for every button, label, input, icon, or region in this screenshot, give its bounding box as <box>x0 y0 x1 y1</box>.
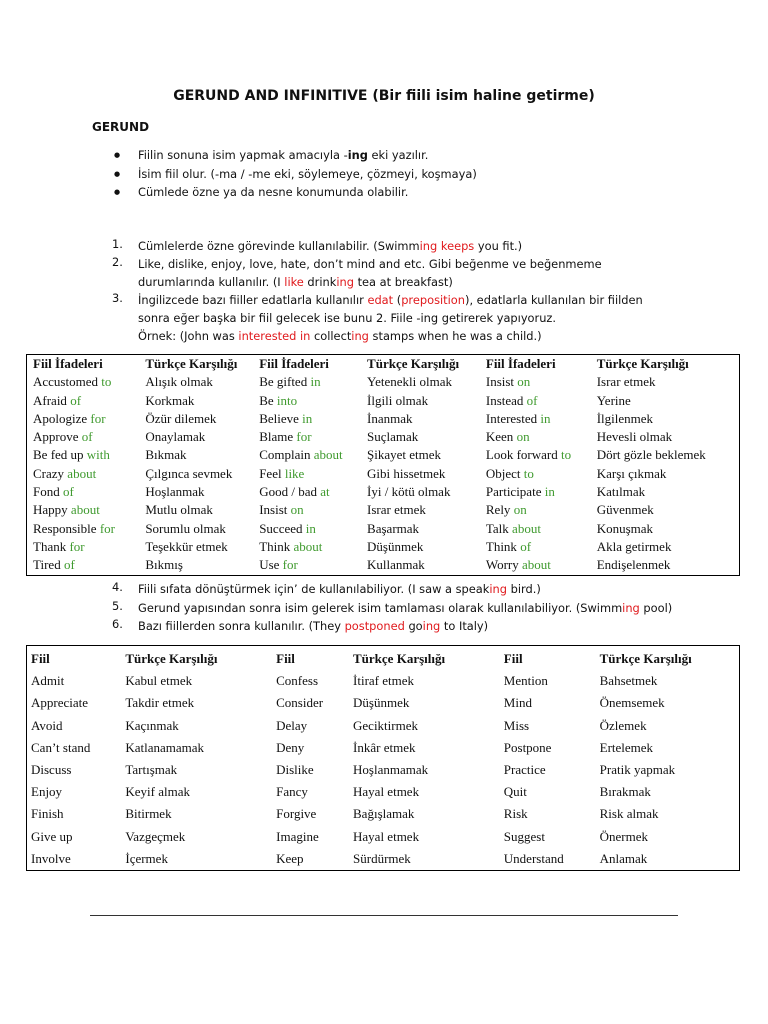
column-header: Fiil <box>503 651 523 666</box>
text-run: ( <box>393 293 402 307</box>
text-run: ), edatlarla kullanılan bir fiilden <box>465 293 643 307</box>
translation-cell: Özlemek <box>599 717 647 733</box>
verb-phrase-cell <box>253 373 361 391</box>
translation-cell: Şikayet etmek <box>367 447 442 463</box>
highlighted-text: edat <box>367 293 394 307</box>
table-row <box>27 446 740 464</box>
verb-cell: Quit <box>503 784 527 800</box>
preposition: about <box>313 447 343 463</box>
translation-cell: Kullanmak <box>367 557 425 573</box>
verb-phrase-cell <box>27 538 140 556</box>
item-text <box>138 255 602 291</box>
table-row <box>27 848 740 871</box>
translation-cell: Bağışlamak <box>353 806 415 822</box>
verb-phrase-cell <box>253 556 361 575</box>
table-row <box>27 692 740 714</box>
preposition: of <box>520 538 532 554</box>
translation-cell: Gibi hissetmek <box>367 465 446 481</box>
translation-cell: Bırakmak <box>599 784 651 800</box>
item-text <box>138 580 541 598</box>
verb-cell: Confess <box>276 673 319 689</box>
item-line <box>138 237 522 255</box>
verb: Succeed <box>259 520 306 536</box>
text-run: durumlarında kullanılır. (I <box>138 275 285 289</box>
table-row <box>27 501 740 519</box>
table-row <box>27 483 740 501</box>
verb: Rely <box>485 502 514 518</box>
translation-cell: Karşı çıkmak <box>596 465 667 481</box>
text-run: ing <box>347 148 368 162</box>
item-line <box>138 273 602 291</box>
table-header-row <box>27 646 740 671</box>
column-header: Fiil İfadeleri <box>33 356 103 371</box>
translation-cell: Çılgınca sevmek <box>145 465 233 481</box>
verb-cell: Fancy <box>276 784 308 800</box>
verb-cell: Delay <box>276 717 308 733</box>
text-run: go <box>404 619 423 633</box>
preposition: about <box>512 520 541 536</box>
table-header-row <box>27 355 740 374</box>
translation-cell: Katılmak <box>596 484 646 500</box>
translation-cell: Konuşmak <box>596 520 654 536</box>
table-row <box>27 465 740 483</box>
verb: Responsible <box>33 520 100 536</box>
text-run: you fit.) <box>474 239 523 253</box>
verb-cell: Risk <box>503 806 528 822</box>
item-line <box>138 309 643 327</box>
preposition: for <box>69 538 85 554</box>
translation-cell: Onaylamak <box>145 429 206 445</box>
column-header: Fiil İfadeleri <box>485 356 556 371</box>
translation-cell: Anlamak <box>596 848 740 871</box>
verb-cell: Suggest <box>503 828 545 844</box>
verb: Talk <box>485 520 513 536</box>
preposition: to <box>101 374 112 390</box>
verb: Think <box>485 538 521 554</box>
item-line <box>138 580 541 598</box>
text-run: to Italy) <box>440 619 489 633</box>
item-line <box>138 291 643 309</box>
verb: Feel <box>259 465 285 481</box>
translation-cell: Düşünmek <box>367 538 424 554</box>
item-number: 6. <box>112 617 123 631</box>
verb-phrase-cell <box>480 501 591 519</box>
text-run: collect <box>310 329 352 343</box>
preposition: in <box>544 484 555 500</box>
translation-cell: Hevesli olmak <box>596 429 673 445</box>
verb: Insist <box>485 374 518 390</box>
preposition: with <box>86 447 110 463</box>
preposition: for <box>296 429 312 445</box>
verb-cell: Involve <box>27 848 122 871</box>
verb-phrase-cell <box>253 520 361 538</box>
table-row <box>27 737 740 759</box>
preposition: into <box>276 392 298 408</box>
verb: Complain <box>259 447 314 463</box>
translation-cell: Keyif almak <box>125 784 190 800</box>
column-header: Türkçe Karşılığı <box>353 651 446 666</box>
verb: Look forward <box>485 447 561 463</box>
item-text <box>138 237 522 255</box>
verb-phrase-cell <box>27 501 140 519</box>
translation-cell: İlgilenmek <box>596 410 654 426</box>
preposition: at <box>320 484 330 500</box>
verb-phrase-cell <box>253 446 361 464</box>
column-header: Türkçe Karşılığı <box>145 356 238 371</box>
item-number: 1. <box>112 237 123 251</box>
preposition: on <box>290 502 304 518</box>
verb-phrase-cell <box>27 520 140 538</box>
column-header: Fiil <box>276 651 295 666</box>
text-run: drink <box>303 275 337 289</box>
verb-phrase-cell <box>27 428 140 446</box>
preposition: for <box>282 557 298 573</box>
verb: Fond <box>33 484 63 500</box>
translation-cell: Düşünmek <box>353 695 410 711</box>
preposition: about <box>522 557 551 573</box>
text-run: Like, dislike, enjoy, love, hate, don’t mind and etc. Gibi beğenme ve beğenmeme <box>138 257 602 271</box>
verb-cell: Keep <box>272 848 349 871</box>
translation-cell: Yerine <box>596 392 631 408</box>
preposition: on <box>513 502 527 518</box>
translation-cell: Güvenmek <box>596 502 654 518</box>
translation-cell: Özür dilemek <box>145 410 217 426</box>
text-run: İngilizcede bazı fiiller edatlarla kullanılır <box>138 293 368 307</box>
verb: Instead <box>485 392 527 408</box>
verb-cell: Dislike <box>276 762 314 778</box>
item-line <box>138 255 602 273</box>
verb-cell: Deny <box>276 739 305 755</box>
verb-phrase-cell <box>480 483 591 501</box>
verb-phrase-cell <box>27 465 140 483</box>
verb-cell: Forgive <box>276 806 317 822</box>
verb-phrase-cell <box>480 556 591 575</box>
translation-cell: İçermek <box>121 848 272 871</box>
text-run: eki yazılır. <box>367 148 429 162</box>
verb-phrase-cell <box>253 392 361 410</box>
item-line <box>138 617 488 635</box>
item-text <box>138 599 672 617</box>
column-header: Türkçe Karşılığı <box>599 651 692 666</box>
translation-cell: İyi / kötü olmak <box>367 484 451 500</box>
table-row <box>27 803 740 825</box>
verb-phrase-cell <box>253 483 361 501</box>
verb-cell: Enjoy <box>31 784 63 800</box>
column-header: Türkçe Karşılığı <box>125 651 218 666</box>
translation-cell: Pratik yapmak <box>599 762 676 778</box>
table-row <box>27 715 740 737</box>
verb-phrase-cell <box>27 392 140 410</box>
verb-cell: Finish <box>31 806 64 822</box>
verb-phrase-cell <box>480 465 591 483</box>
verb: Thank <box>33 538 70 554</box>
verb: Afraid <box>33 392 71 408</box>
translation-cell: Mutlu olmak <box>145 502 213 518</box>
preposition: about <box>293 538 323 554</box>
verb-phrase-cell <box>253 501 361 519</box>
preposition: of <box>63 557 75 573</box>
preposition: for <box>99 520 115 536</box>
verb: Blame <box>259 429 297 445</box>
highlighted-text: ing <box>622 600 640 615</box>
highlighted-text: postponed <box>344 619 405 633</box>
translation-cell: Hoşlanmamak <box>353 762 429 778</box>
verb-phrase-cell <box>253 428 361 446</box>
verb-cell: Discuss <box>31 762 72 778</box>
item-number: 3. <box>112 291 123 305</box>
translation-cell: Bıkmak <box>145 447 187 463</box>
highlighted-text: like <box>284 275 304 289</box>
translation-cell: Kaçınmak <box>125 717 179 733</box>
verb: Be fed up <box>33 447 87 463</box>
highlighted-text: ing <box>489 582 507 596</box>
preposition: in <box>302 410 313 426</box>
table-row <box>27 373 740 391</box>
verb: Crazy <box>33 465 68 481</box>
text-run: bird.) <box>507 582 541 596</box>
text-run: stamps when he was a child.) <box>368 329 542 343</box>
preposition: in <box>305 520 316 536</box>
column-header: Türkçe Karşılığı <box>596 356 689 371</box>
preposition: in <box>310 374 321 390</box>
preposition: of <box>526 392 538 408</box>
table-row <box>27 428 740 446</box>
translation-cell: Teşekkür etmek <box>145 538 228 554</box>
bottom-rule <box>90 915 678 916</box>
preposition: in <box>540 410 551 426</box>
verb: Tired <box>33 557 64 573</box>
verb-phrase-cell <box>253 538 361 556</box>
translation-cell: Bıkmış <box>145 557 183 573</box>
translation-cell: Akla getirmek <box>596 538 672 554</box>
preposition: about <box>70 502 100 518</box>
verb-cell: Avoid <box>31 717 63 733</box>
verb-cell: Mind <box>503 695 532 711</box>
item-number: 5. <box>112 598 123 613</box>
text-run: Cümlelerde özne görevinde kullanılabilir. (Swimm <box>138 239 420 253</box>
verb: Apologize <box>33 410 91 426</box>
translation-cell: Sorumlu olmak <box>145 520 226 536</box>
translation-cell: Yetenekli olmak <box>367 374 453 390</box>
translation-cell: Vazgeçmek <box>125 828 186 844</box>
verb-phrase-cell <box>480 520 591 538</box>
item-number: 4. <box>112 580 123 594</box>
verb-cell: Admit <box>31 673 65 689</box>
text-run: Fiili sıfata dönüştürmek için’ de kullanılabiliyor. (I saw a speak <box>138 582 490 596</box>
translation-cell: Takdir etmek <box>125 695 195 711</box>
verb-cell: Appreciate <box>31 695 89 711</box>
column-header: Türkçe Karşılığı <box>367 356 460 371</box>
translation-cell: Endişelenmek <box>596 557 671 573</box>
column-header: Fiil İfadeleri <box>259 356 329 371</box>
preposition: on <box>517 374 531 390</box>
translation-cell: Önermek <box>599 828 649 844</box>
verb: Accustomed <box>33 374 102 390</box>
page-title: GERUND AND INFINITIVE (Bir fiili isim haline getirme) <box>173 88 595 104</box>
table-row <box>27 520 740 538</box>
text-run: Örnek: (John was <box>138 329 239 343</box>
verb: Interested <box>485 410 541 426</box>
translation-cell: Dört gözle beklemek <box>596 447 706 463</box>
verb-cell: Understand <box>500 848 596 871</box>
bullet-list <box>112 146 477 202</box>
verb-phrase-cell <box>27 410 140 428</box>
verb-cell: Consider <box>276 695 324 711</box>
bullet-item <box>112 146 477 165</box>
translation-cell: Sürdürmek <box>349 848 500 871</box>
verb: Object <box>485 465 524 481</box>
verb: Be gifted <box>259 374 311 390</box>
item-line <box>138 327 643 345</box>
preposition: like <box>284 465 305 481</box>
translation-cell: Suçlamak <box>367 429 419 445</box>
verb-cell: Postpone <box>503 739 552 755</box>
translation-cell: İnkâr etmek <box>353 739 416 755</box>
text-run: tea at breakfast) <box>353 275 453 289</box>
item-number: 2. <box>112 255 123 269</box>
highlighted-text: interested in <box>238 329 311 343</box>
verb-cell: Imagine <box>276 828 319 844</box>
table-row <box>27 781 740 803</box>
translation-cell: Risk almak <box>599 806 659 822</box>
translation-cell: Alışık olmak <box>145 374 213 390</box>
text-run: pool) <box>639 600 673 615</box>
translation-cell: Bahsetmek <box>599 673 658 689</box>
verb-cell: Can’t stand <box>31 739 91 755</box>
translation-cell: Hayal etmek <box>353 784 420 800</box>
preposition: about <box>67 465 97 481</box>
verb-phrase-cell <box>480 373 591 391</box>
preposition: for <box>90 410 106 426</box>
table-row <box>27 392 740 410</box>
verb: Happy <box>33 502 71 518</box>
verb-phrase-cell <box>253 410 361 428</box>
column-header: Fiil <box>31 651 50 666</box>
table-row <box>27 670 740 692</box>
preposition: on <box>516 429 530 445</box>
table-row <box>27 410 740 428</box>
translation-cell: Korkmak <box>145 392 195 408</box>
verb: Keen <box>485 429 517 445</box>
verb-phrase-cell <box>480 392 591 410</box>
verb-phrase-cell <box>27 446 140 464</box>
verb-phrase-cell <box>27 483 140 501</box>
highlighted-text: preposition <box>401 293 465 307</box>
translation-cell: İtiraf etmek <box>353 673 415 689</box>
translation-cell: Önemsemek <box>599 695 665 711</box>
table-row <box>27 759 740 781</box>
highlighted-text: ing keeps <box>419 239 475 253</box>
gerund-verbs-table <box>26 645 740 871</box>
text-run: İsim fiil olur. (-ma / -me eki, söylemeye, çözmeyi, koşmaya) <box>138 166 477 181</box>
verb-phrase-cell <box>480 428 591 446</box>
verb-phrase-cell <box>27 556 140 575</box>
verb-phrase-cell <box>27 373 140 391</box>
item-line <box>138 599 672 617</box>
translation-cell: Ertelemek <box>599 739 654 755</box>
verb: Be <box>259 392 277 408</box>
translation-cell: Başarmak <box>367 520 420 536</box>
verb-cell: Miss <box>503 717 530 733</box>
table-row <box>27 826 740 848</box>
verb-phrase-cell <box>480 538 591 556</box>
text-run: Fiilin sonuna isim yapmak amacıyla - <box>138 148 348 162</box>
translation-cell: Israr etmek <box>367 502 426 518</box>
table-row <box>27 538 740 556</box>
preposition: to <box>560 447 572 463</box>
item-text <box>138 617 488 635</box>
bullet-item <box>112 165 477 184</box>
translation-cell: Geciktirmek <box>353 717 418 733</box>
preposition-verbs-table <box>26 354 740 576</box>
highlighted-text: ing <box>422 619 441 633</box>
translation-cell: İnanmak <box>367 410 413 426</box>
translation-cell: Tartışmak <box>125 762 178 778</box>
translation-cell: Kabul etmek <box>125 673 193 689</box>
text-run: Bazı fiillerden sonra kullanılır. (They <box>138 619 345 633</box>
highlighted-text: ing <box>351 329 369 343</box>
preposition: of <box>62 484 74 500</box>
item-text <box>138 291 643 345</box>
translation-cell: Hoşlanmak <box>145 484 205 500</box>
bullet-item <box>112 183 477 202</box>
verb: Approve <box>33 429 82 445</box>
translation-cell: Bitirmek <box>125 806 172 822</box>
verb: Worry <box>485 557 523 573</box>
section-heading: GERUND <box>92 120 150 134</box>
preposition: of <box>81 429 93 445</box>
text-run: sonra eğer başka bir fiil gelecek ise bunu 2. Fiile -ing getirerek yapıyoruz. <box>138 311 557 325</box>
verb-cell: Give up <box>31 828 73 844</box>
translation-cell: Israr etmek <box>596 374 656 390</box>
verb-cell: Mention <box>503 673 548 689</box>
translation-cell: İlgili olmak <box>367 392 429 408</box>
preposition: to <box>523 465 534 481</box>
verb: Insist <box>259 502 291 518</box>
verb: Believe <box>259 410 303 426</box>
translation-cell: Hayal etmek <box>353 828 420 844</box>
preposition: of <box>70 392 82 408</box>
verb-phrase-cell <box>253 465 361 483</box>
table-row <box>27 556 740 575</box>
verb: Good / bad <box>259 484 321 500</box>
verb: Use <box>259 557 283 573</box>
highlighted-text: ing <box>336 275 354 289</box>
verb-phrase-cell <box>480 410 591 428</box>
verb: Participate <box>485 484 545 500</box>
text-run: Cümlede özne ya da nesne konumunda olabilir. <box>138 185 409 199</box>
verb-cell: Practice <box>503 762 546 778</box>
text-run: Gerund yapısından sonra isim gelerek isim tamlaması olarak kullanılabiliyor. (Swimm <box>138 600 623 615</box>
verb-phrase-cell <box>480 446 591 464</box>
translation-cell: Katlanamamak <box>125 739 205 755</box>
verb: Think <box>259 538 294 554</box>
